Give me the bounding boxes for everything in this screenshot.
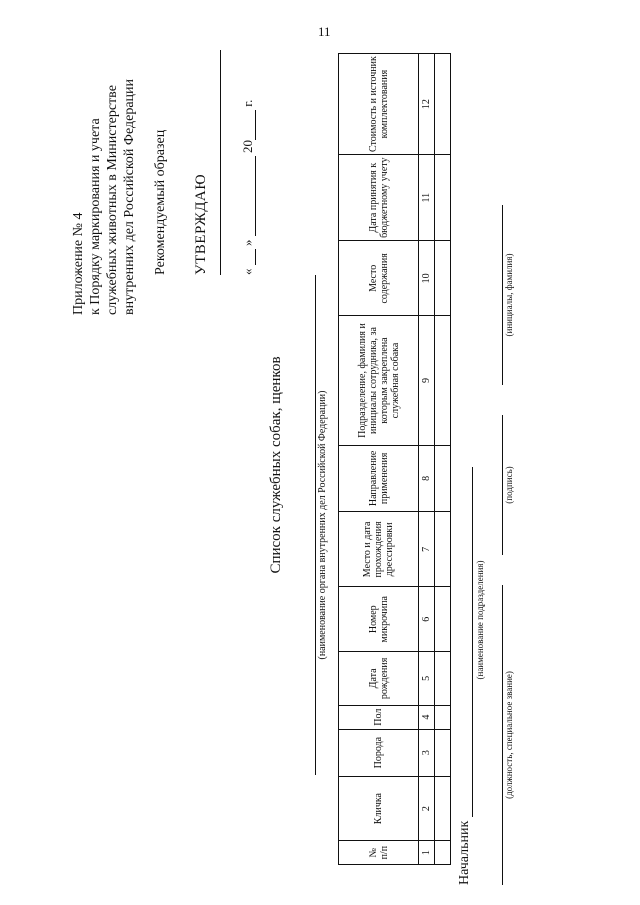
name-caption: (инициалы, фамилия) bbox=[504, 253, 514, 337]
appendix-line: Приложение № 4 bbox=[71, 212, 86, 315]
column-header: Подразделение, фамилия и инициалы сотрудника, за которым закреплена служебная собака bbox=[339, 316, 419, 445]
appendix-line: внутренних дел Российской Федерации bbox=[122, 78, 138, 315]
column-number: 10 bbox=[419, 241, 435, 316]
appendix-line: служебных животных в Министерстве bbox=[105, 85, 121, 315]
year-prefix: 20 bbox=[240, 140, 255, 153]
approve-signature-line bbox=[220, 50, 221, 275]
subdivision-caption: (наименование подразделения) bbox=[475, 560, 485, 680]
signature-line bbox=[502, 415, 503, 555]
column-number-row bbox=[419, 54, 435, 865]
column-header: Направление применения bbox=[339, 445, 419, 512]
table-cell bbox=[435, 316, 451, 445]
subdivision-line bbox=[472, 467, 473, 817]
sample-label: Рекомендуемый образец bbox=[153, 129, 168, 275]
page-number: 11 bbox=[318, 24, 331, 39]
column-header: Дата принятия к бюджетному учету bbox=[339, 155, 419, 241]
table-header-row bbox=[339, 54, 419, 865]
column-header: Место содержания bbox=[339, 241, 419, 316]
column-number: 4 bbox=[419, 705, 435, 729]
table-cell bbox=[435, 652, 451, 706]
appendix-header bbox=[70, 45, 138, 315]
approve-label: УТВЕРЖДАЮ bbox=[193, 173, 209, 275]
month-blank bbox=[244, 156, 256, 236]
column-header: Место и дата прохождения дрессировки bbox=[339, 512, 419, 587]
column-number: 5 bbox=[419, 652, 435, 706]
column-number: 9 bbox=[419, 316, 435, 445]
org-name-caption: (наименование органа внутренних дел Российской Федерации) bbox=[317, 390, 328, 660]
column-number: 3 bbox=[419, 729, 435, 776]
column-number: 2 bbox=[419, 776, 435, 841]
signature-caption: (подпись) bbox=[504, 466, 514, 504]
approve-date-line bbox=[240, 100, 256, 275]
document-title: Список служебных собак, щенков bbox=[268, 356, 284, 574]
date-open-quote: « bbox=[240, 268, 255, 275]
table-cell bbox=[435, 155, 451, 241]
table-cell bbox=[435, 241, 451, 316]
chief-label: Начальник bbox=[457, 820, 472, 885]
column-header: Стоимость и источник комплектования bbox=[339, 54, 419, 155]
name-line bbox=[502, 205, 503, 385]
column-number: 7 bbox=[419, 512, 435, 587]
column-header: Пол bbox=[339, 705, 419, 729]
day-blank bbox=[244, 249, 256, 265]
column-number: 6 bbox=[419, 587, 435, 652]
appendix-line: к Порядку маркирования и учета bbox=[88, 118, 104, 315]
column-number: 8 bbox=[419, 445, 435, 512]
year-blank bbox=[244, 110, 256, 140]
column-header: № п/п bbox=[339, 841, 419, 865]
table-cell bbox=[435, 54, 451, 155]
position-line bbox=[502, 585, 503, 885]
column-header: Дата рождения bbox=[339, 652, 419, 706]
table-cell bbox=[435, 729, 451, 776]
column-number: 11 bbox=[419, 155, 435, 241]
position-caption: (должность, специальное звание) bbox=[504, 671, 514, 799]
org-name-line bbox=[315, 275, 316, 775]
table-cell bbox=[435, 841, 451, 865]
table-cell bbox=[435, 445, 451, 512]
table-row bbox=[435, 54, 451, 865]
table-cell bbox=[435, 705, 451, 729]
column-header: Номер микрочипа bbox=[339, 587, 419, 652]
column-header: Порода bbox=[339, 729, 419, 776]
year-suffix: г. bbox=[240, 99, 255, 107]
date-close-quote: » bbox=[240, 239, 255, 246]
dogs-table bbox=[338, 53, 451, 865]
column-number: 12 bbox=[419, 54, 435, 155]
table-cell bbox=[435, 587, 451, 652]
table-cell bbox=[435, 512, 451, 587]
column-number: 1 bbox=[419, 841, 435, 865]
column-header: Кличка bbox=[339, 776, 419, 841]
document-landscape-content bbox=[15, 45, 514, 885]
table-cell bbox=[435, 776, 451, 841]
